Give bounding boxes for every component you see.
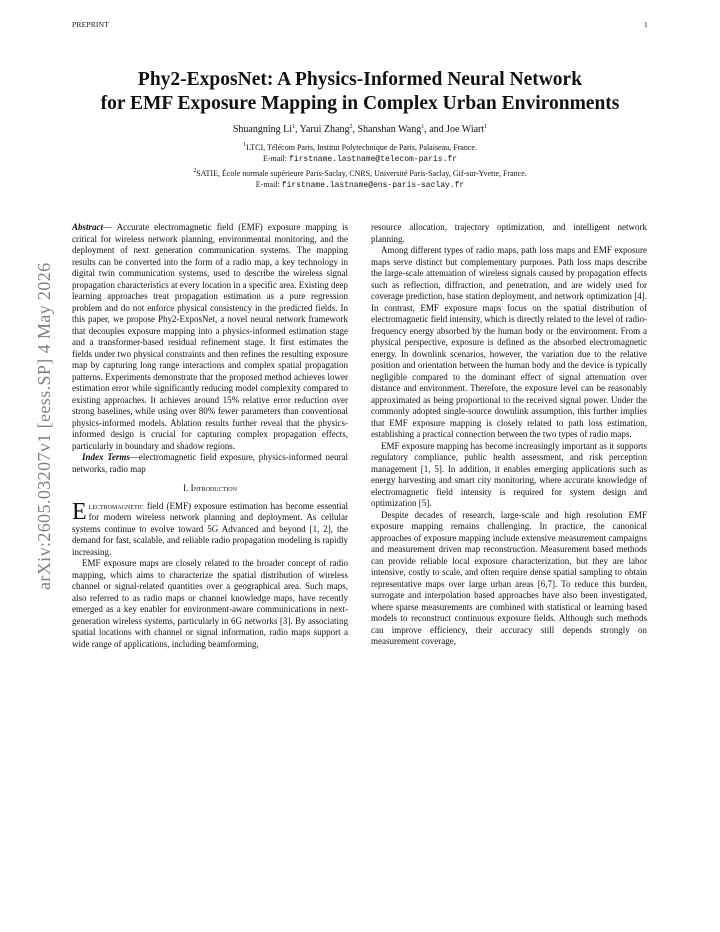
left-column [72,222,348,650]
affiliation-marker: 1 [421,124,425,130]
index-terms-label: Index Terms [82,452,130,462]
author-name: Shuangning Li [232,124,293,135]
index-terms-text: —electromagnetic field exposure, physics-informed neural networks, radio map [72,452,348,474]
section-heading-introduction: I. Introduction [183,483,237,493]
arxiv-identifier-stamp[interactable]: arXiv:2605.03207v1 [eess.SP] 4 May 2026 [34,262,54,590]
body-paragraph: Despite decades of research, large-scale and high resolution EMF exposure mapping remains challenging. In practice, the canonical approaches of exposure mapping include extensive measurement campaigns and measurement driven map reconstruction. Measurement based methods can provide reliable local exposure characterization, but they are labor intensive, costly to scale, and often require dense spatial sampling to obtain representative maps over large urban areas [6,7]. To reduce this burden, surrogate and interpolation based approaches have also been investigated, where sparse measurements are combined with statistical or learning based models to reconstruct continuous exposure fields. Although such methods can improve efficiency, their accuracy still depends strongly on measurement coverage, [371,509,647,646]
affiliation-text: SATIE, École normale supérieure Paris-Saclay, CNRS, Université Paris-Saclay, Gif-sur-Yvette, France. [196,169,527,178]
affiliation-1 [0,143,720,154]
right-column [371,222,647,648]
abstract [72,222,348,452]
page-number: 1 [644,20,648,29]
body-paragraph: EMF exposure mapping has become increasingly important as it supports regulatory compliance, public health assessment, and risk perception management [1, 5]. In addition, it enables emerging applications such as energy harvesting and smart city monitoring, where accurate knowledge of electromagnetic field intensity is required for system design and optimization [5]. [371,440,647,508]
author-name: , Yarui Zhang [295,124,350,135]
affiliation-2 [0,169,720,180]
intro-paragraph-1-text: field (EMF) exposure estimation has become essential for modern wireless network planning and deployment. As cellular systems continue to evolve toward 5G Advanced and beyond [1, 2], the demand for fast, scalable, and reliable radio propagation modeling is rapidly increasing. [72,500,348,557]
author-list [0,124,720,135]
abstract-text: — Accurate electromagnetic field (EMF) exposure mapping is critical for wireless network planning, environmental monitoring, and the deployment of next generation communication systems. The mapping results can be converted into the form of a radio map, a key technology in digital twin communication systems, used to describe the wireless signal propagation characteristics at every location in a specific area. Existing deep learning approaches treat propagation estimation as a pure regression problem and do not enforce physical consistency in the predicted fields. In this paper, we propose Phy2-ExposNet, a novel neural network framework that decouples exposure mapping into a physics-informed estimation stage and a transformer-based residual refinement stage. It first estimates the fields under two physical constraints and then refines the resulting exposure map by capturing long range interactions and complex spatial propagation patterns. Experiments demonstrate that the proposed method achieves lower estimation error while significantly reducing model complexity compared to existing approaches. It achieves around 15% relative error reduction over strong baselines, while using over 80% fewer parameters than conventional physics-informed models. Ablation results further reveal that the physics-informed design is crucial for capturing complex propagation effects, particularly in boundary and shadow regions. [72,222,348,451]
intro-paragraph-1 [72,498,348,559]
affiliation-marker: 2 [349,124,353,130]
email-address[interactable]: firstname.lastname@ens-paris-saclay.fr [281,181,465,190]
abstract-label: Abstract [72,222,104,232]
affiliation-marker: 1 [292,124,296,130]
email-line-1 [0,154,720,166]
affiliation-marker: 1 [484,124,488,130]
index-terms [72,452,348,475]
title-line-2: for EMF Exposure Mapping in Complex Urban Environments [100,93,620,114]
email-label: E-mail: [255,180,282,189]
drop-cap-letter: E [72,498,87,525]
intro-lead-word: lectromagnetic [88,500,144,511]
paper-title [0,68,720,116]
running-header-label: PREPRINT [72,20,110,29]
intro-paragraph-2: EMF exposure maps are closely related to the broader concept of radio mapping, which aims to characterize the spatial distribution of wireless channel or signal-related quantities over a geographical area. Such maps, also referred to as radio maps or channel knowledge maps, have recently emerged as a key enabler for environment-aware communications in next-generation wireless systems, particularly in 6G networks [3]. By associating spatial locations with channel or signal information, radio maps support a wide range of applications, including beamforming, [72,558,348,649]
email-label: E-mail: [262,154,289,163]
affiliation-marker: 2 [193,168,197,174]
affiliation-text: LTCI, Télécom Paris, Institut Polytechnique de Paris, Palaiseau, France. [246,143,477,152]
author-name: , and Joe Wiart [424,124,485,135]
body-paragraph: resource allocation, trajectory optimization, and intelligent network planning. [371,222,647,244]
body-paragraph: Among different types of radio maps, path loss maps and EMF exposure maps serve distinct but complementary purposes. Path loss maps describe the large-scale attenuation of wireless signals caused by propagation effects such as reflection, diffraction, and penetration, and are widely used for coverage prediction, base station deployment, and network optimization [4]. In contrast, EMF exposure maps focus on the spatial distribution of electromagnetic field intensity, which is directly related to the level of radio-frequency energy absorbed by the human body or the environment. From a physical perspective, exposure is defined as the absorbed electromagnetic energy. In downlink scenarios, however, the variation due to the relative position and orientation between the human body and the device is typically negligible compared to the dominant effect of signal attenuation over distance and environment. Therefore, the exposure level can be reasonably approximated as being proportional to the received signal power. Under the commonly adopted single-source downlink assumption, this further implies that EMF exposure mapping is closely related to path loss estimation, establishing a practical connection between the two types of radio maps. [371,245,647,439]
email-address[interactable]: firstname.lastname@telecom-paris.fr [288,155,458,164]
affiliation-marker: 1 [243,142,247,148]
email-line-2 [0,180,720,192]
author-name: , Shanshan Wang [352,124,422,135]
title-line-1: Phy2-ExposNet: A Physics-Informed Neural Network [137,69,583,90]
